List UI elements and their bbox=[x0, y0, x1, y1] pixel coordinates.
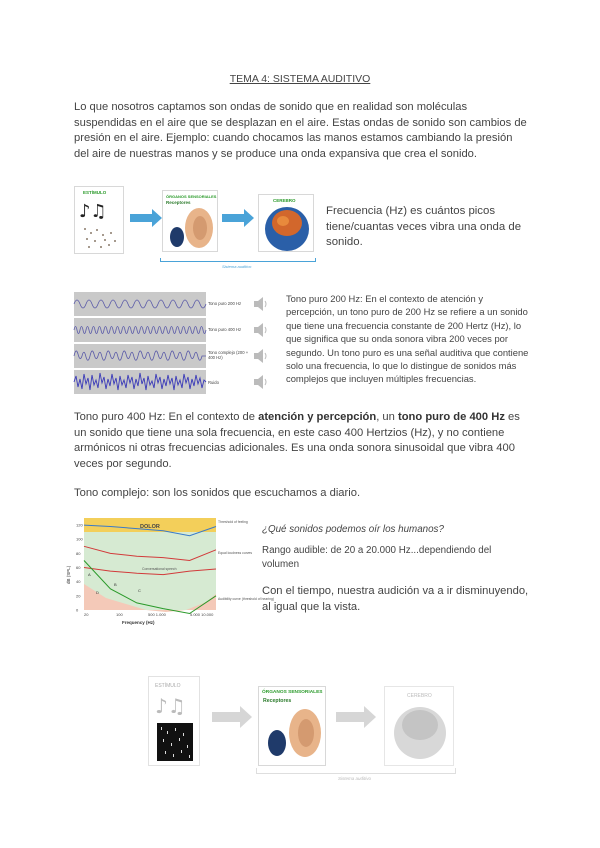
tone-400-paragraph bbox=[74, 410, 529, 472]
stimulus-box bbox=[148, 676, 200, 766]
receptors-label: Receptores bbox=[166, 200, 191, 205]
x-tick-label: 500 1.000 bbox=[148, 612, 166, 617]
arrow-right-icon bbox=[336, 712, 366, 722]
arrow-head-icon bbox=[244, 209, 254, 227]
brain-label: CEREBRO bbox=[273, 198, 296, 203]
organs-box bbox=[162, 190, 218, 252]
page-title: TEMA 4: SISTEMA AUDITIVO bbox=[229, 73, 371, 85]
y-tick-label: 20 bbox=[76, 593, 81, 599]
speaker-icon bbox=[252, 296, 270, 312]
wave-label-200: Tono puro 200 Hz bbox=[208, 301, 242, 306]
arrow-head-icon bbox=[240, 706, 252, 728]
y-tick-label: 40 bbox=[76, 579, 81, 585]
bracket-line bbox=[256, 768, 456, 774]
speaker-icon bbox=[252, 374, 270, 390]
brain-box bbox=[384, 686, 454, 766]
wave-label-complex: Tono complejo (200 + 400 Hz) bbox=[208, 350, 249, 360]
complex-tone-paragraph: Tono complejo: son los sonidos que escuchamos a diario. bbox=[74, 487, 361, 499]
waveform-complex bbox=[74, 344, 206, 368]
music-notes-icon bbox=[149, 691, 199, 721]
y-tick-label: 120 bbox=[76, 522, 83, 528]
annotation-audibility: Audibility curve (threshold of hearing) bbox=[218, 597, 274, 601]
audibility-chart-svg bbox=[66, 514, 274, 626]
x-tick-label: 100 bbox=[116, 612, 123, 617]
annotation-equal-loudness: Equal loudness curves bbox=[218, 551, 253, 555]
annotation-conversational: Conversational speech bbox=[142, 567, 177, 571]
bracket-line bbox=[160, 258, 316, 262]
tone-400-text-2: , un bbox=[376, 411, 398, 423]
wave-label-noise: Ruido bbox=[208, 380, 219, 385]
point-label: B bbox=[114, 582, 117, 587]
y-axis-label: dB (SPL) bbox=[66, 565, 71, 584]
waveform-200hz bbox=[74, 292, 206, 316]
arrow-right-icon bbox=[130, 214, 154, 222]
tone-200-paragraph: Tono puro 200 Hz: En el contexto de atención y percepción, un tono puro de 200 Hz se refiere a un sonido que tiene una frecuencia constante de 200 Hertz (Hz), lo que significa que su onda sonora vibra 200 veces por segundo. Un tono puro es una señal auditiva que contiene solo una frecuencia, lo que lo distingue de sonidos más complejos que incluyen múltiples frecuencias. bbox=[286, 293, 529, 385]
brain-box bbox=[258, 194, 314, 252]
tone-400-text-1: Tono puro 400 Hz: En el contexto de bbox=[74, 411, 259, 423]
arrow-head-icon bbox=[152, 209, 162, 227]
audibility-chart bbox=[66, 514, 274, 626]
organs-box bbox=[258, 686, 326, 766]
ear-icon bbox=[163, 203, 219, 253]
speaker-icon bbox=[252, 322, 270, 338]
music-notes-icon bbox=[75, 195, 123, 255]
y-tick-label: 60 bbox=[76, 565, 81, 570]
ear-icon bbox=[259, 703, 327, 767]
wave-label-400: Tono puro 400 Hz bbox=[208, 327, 242, 332]
diagram-caption: Sistema auditivo bbox=[338, 776, 372, 781]
pain-band-label: DOLOR bbox=[140, 524, 160, 530]
y-tick-label: 0 bbox=[76, 607, 79, 613]
point-label: D bbox=[96, 590, 99, 595]
arrow-head-icon bbox=[364, 706, 376, 728]
x-axis-label: Frequency (Hz) bbox=[122, 620, 155, 625]
stimulus-box bbox=[74, 186, 124, 254]
receptors-label: Receptores bbox=[263, 698, 292, 704]
waveform-noise bbox=[74, 370, 206, 394]
stimulus-label: ESTÍMULO bbox=[83, 190, 107, 195]
hearing-aging: Con el tiempo, nuestra audición va a ir disminuyendo, al igual que la vista. bbox=[262, 585, 529, 613]
stimulus-label: ESTÍMULO bbox=[155, 683, 181, 689]
hearing-question: ¿Qué sonidos podemos oír los humanos? bbox=[262, 524, 444, 535]
intro-paragraph: Lo que nosotros captamos son ondas de sonido que en realidad son moléculas suspendidas en el aire que se desplazan en el aire. Estas ondas de sonido son cambios de presión en el aire. Ejemplo: cuando chocamos las manos estamos cambiando la presión del aire de nuestras manos y se produce una onda expansiva que crea el sonido. bbox=[74, 101, 527, 160]
organs-label: ÓRGANOS SENSORIALES bbox=[262, 690, 323, 695]
x-tick-label: 20 bbox=[84, 612, 89, 617]
x-tick-label: 5.000 10.000 bbox=[190, 612, 214, 617]
tone-400-bold-1: atención y percepción bbox=[258, 411, 377, 423]
diagram-caption: Sistema auditivo bbox=[222, 264, 252, 269]
y-tick-label: 100 bbox=[76, 536, 83, 542]
tone-400-bold-2: tono puro de 400 Hz bbox=[398, 411, 505, 423]
brain-head-icon bbox=[385, 699, 455, 765]
audible-range: Rango audible: de 20 a 20.000 Hz...dependiendo del volumen bbox=[262, 545, 492, 570]
brain-head-icon bbox=[259, 203, 315, 253]
noise-image bbox=[157, 723, 197, 763]
brain-label: CEREBRO bbox=[407, 693, 432, 699]
point-label: A bbox=[88, 572, 91, 577]
organs-label: ÓRGANOS SENSORIALES bbox=[166, 194, 217, 199]
tone-400-text-3: es un sonido que tiene una sola frecuencia, en este caso 400 Hertzios (Hz), y no contiene armónicos ni otras frecuencias adicionales. Es una onda sonora sinusoidal que vibra 400 veces por segundo. bbox=[74, 411, 520, 470]
speaker-icon bbox=[252, 348, 270, 364]
frequency-definition: Frecuencia (Hz) es cuántos picos tiene/cuantas veces vibra una onda de sonido. bbox=[326, 205, 522, 248]
arrow-right-icon bbox=[222, 214, 246, 222]
svg-text:♪♫: ♪♫ bbox=[155, 694, 186, 718]
arrow-right-icon bbox=[212, 712, 242, 722]
point-label: C bbox=[138, 588, 141, 593]
waveform-400hz bbox=[74, 318, 206, 342]
svg-text:♪♫: ♪♫ bbox=[79, 201, 107, 222]
annotation-threshold-feeling: Threshold of feeling bbox=[218, 520, 248, 524]
y-tick-label: 80 bbox=[76, 550, 81, 556]
